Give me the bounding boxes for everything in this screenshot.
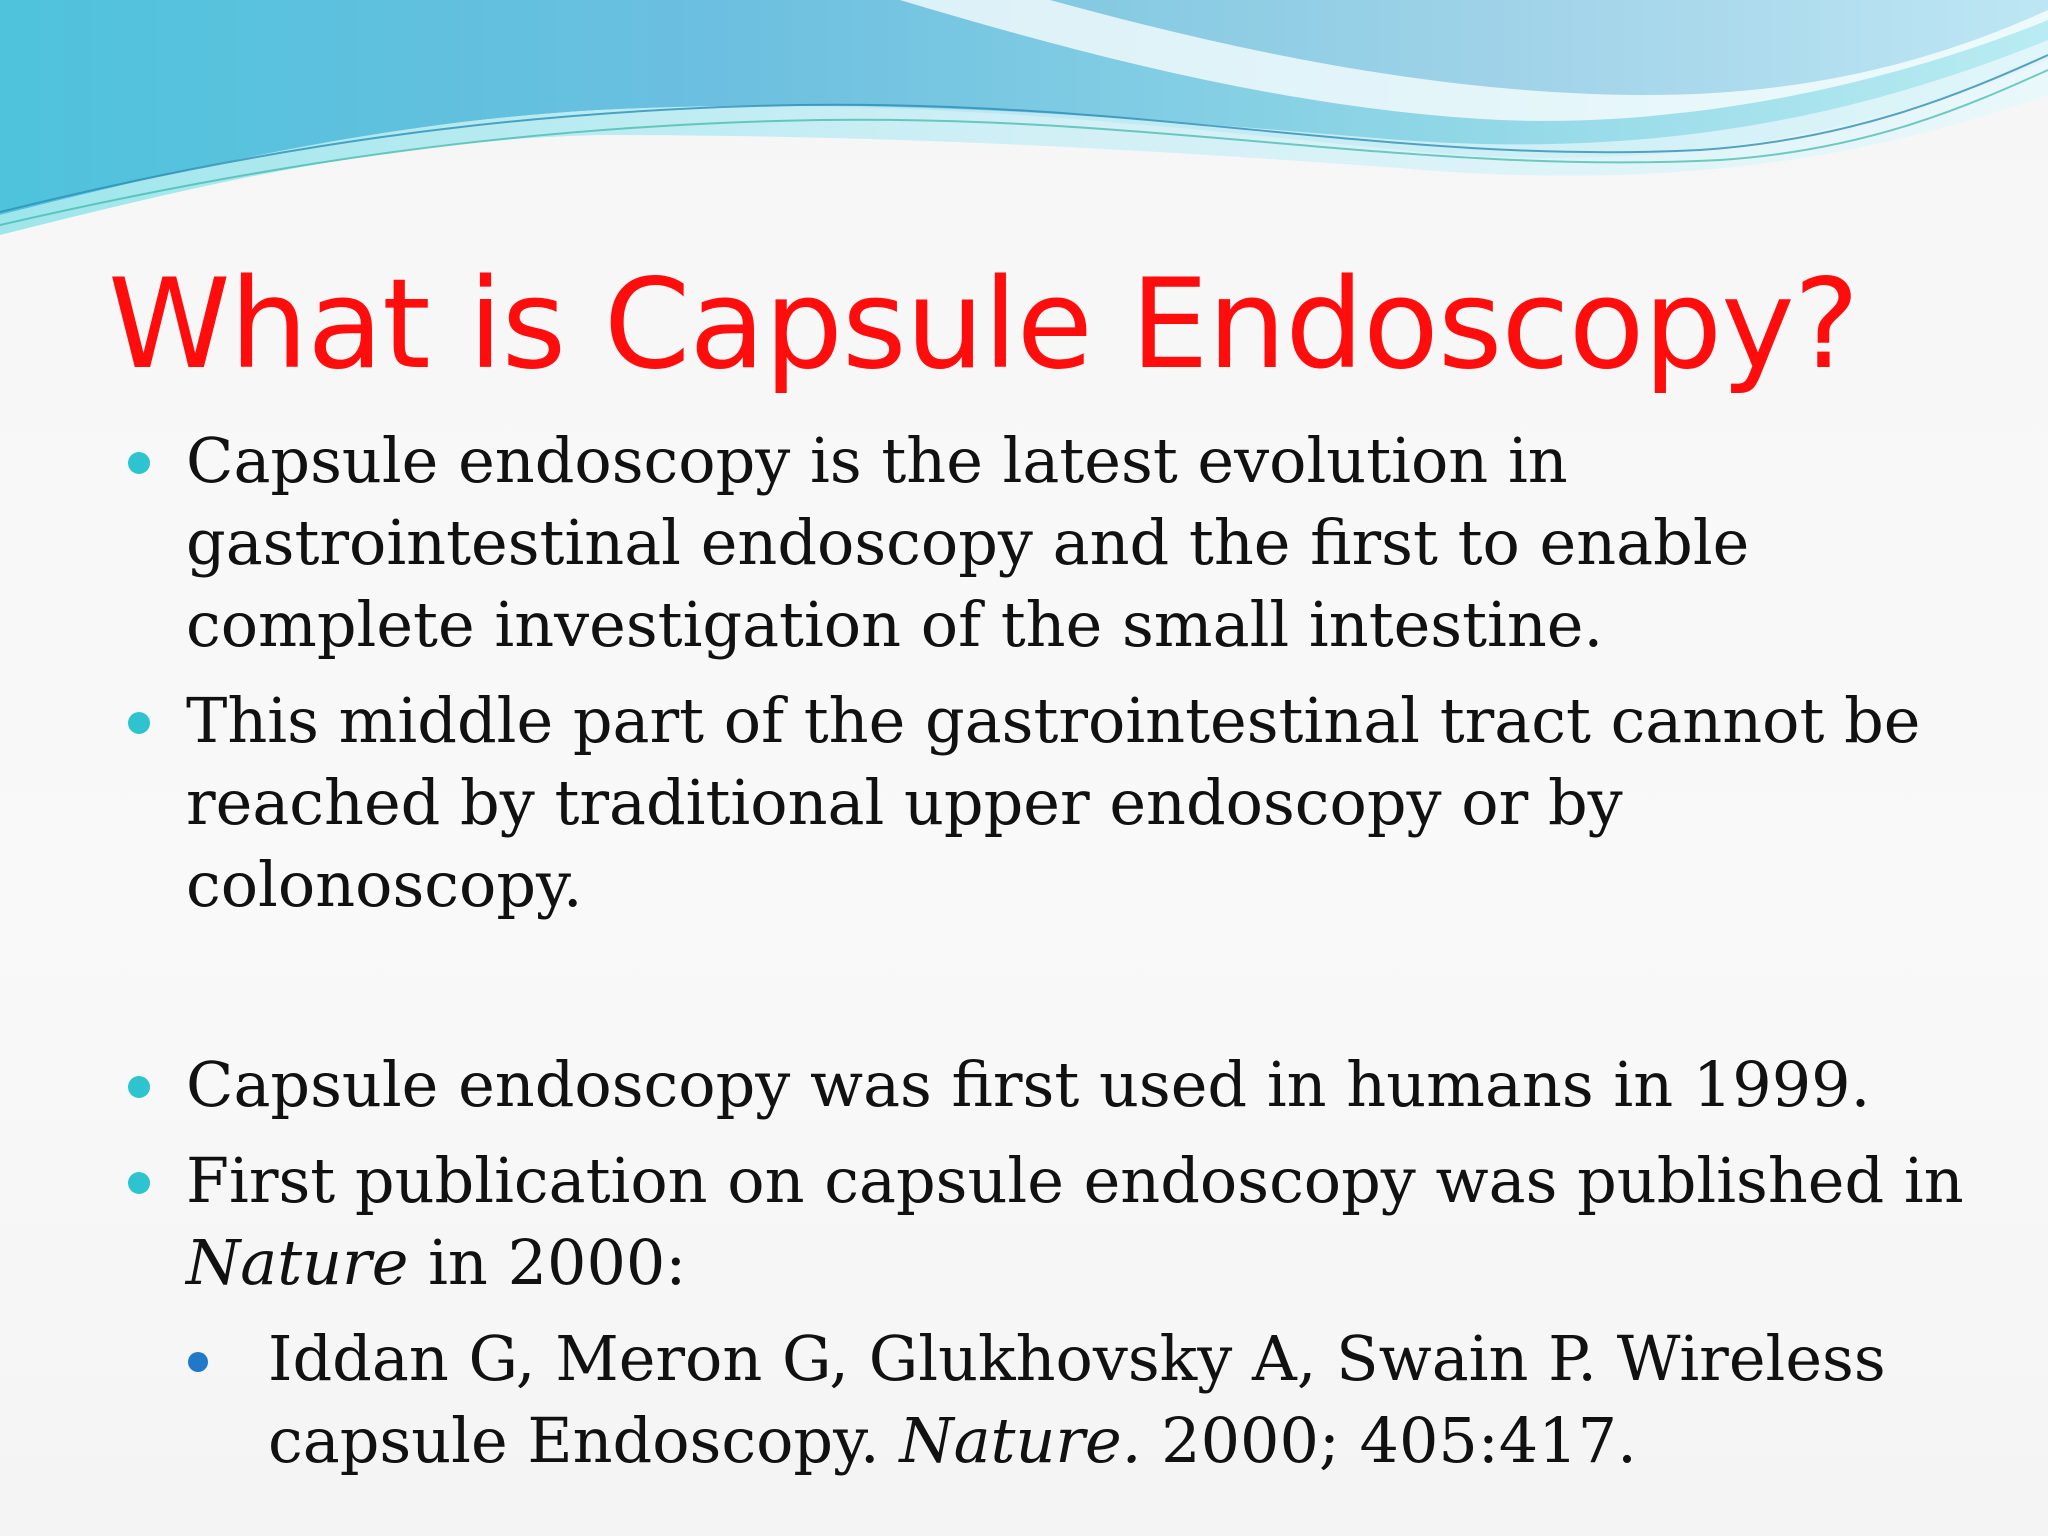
- reference-citation: 2000; 405:417.: [1141, 1404, 1637, 1477]
- bullet-item-3: [128, 1044, 1988, 1126]
- bullet-list: [128, 420, 1988, 1482]
- bullet-dot-icon: [128, 1076, 150, 1098]
- bullet-dot-icon: [128, 712, 150, 734]
- bullet-item-2: [128, 680, 1988, 926]
- bullet-dot-icon: [128, 452, 150, 474]
- reference-journal: Nature.: [899, 1404, 1142, 1477]
- journal-name-italic: Nature: [186, 1226, 409, 1299]
- bullet-text-before: First publication on capsule endoscopy was published in: [186, 1144, 1964, 1217]
- bullet-text-after: in 2000:: [408, 1226, 687, 1299]
- bullet-item-1: [128, 420, 1988, 666]
- bullet-text: Capsule endoscopy is the latest evolution in gastrointestinal endoscopy and the first to enable complete investigation of the small intestine.: [186, 424, 1750, 661]
- bullet-dot-icon: [128, 1172, 150, 1194]
- bullet-text: Capsule endoscopy was first used in humans in 1999.: [186, 1048, 1871, 1121]
- bullet-text: This middle part of the gastrointestinal tract cannot be reached by traditional upper endoscopy or by colonoscopy.: [186, 684, 1921, 921]
- sub-bullet-dot-icon: [188, 1352, 208, 1372]
- header-wave-decoration: [0, 0, 2048, 240]
- sub-bullet-reference: [186, 1318, 1988, 1482]
- slide-title: What is Capsule Endoscopy?: [108, 253, 1859, 397]
- bullet-item-4: [128, 1140, 1988, 1304]
- reference-authors-title: Iddan G, Meron G, Glukhovsky A, Swain P. Wireless capsule Endoscopy.: [268, 1322, 1886, 1477]
